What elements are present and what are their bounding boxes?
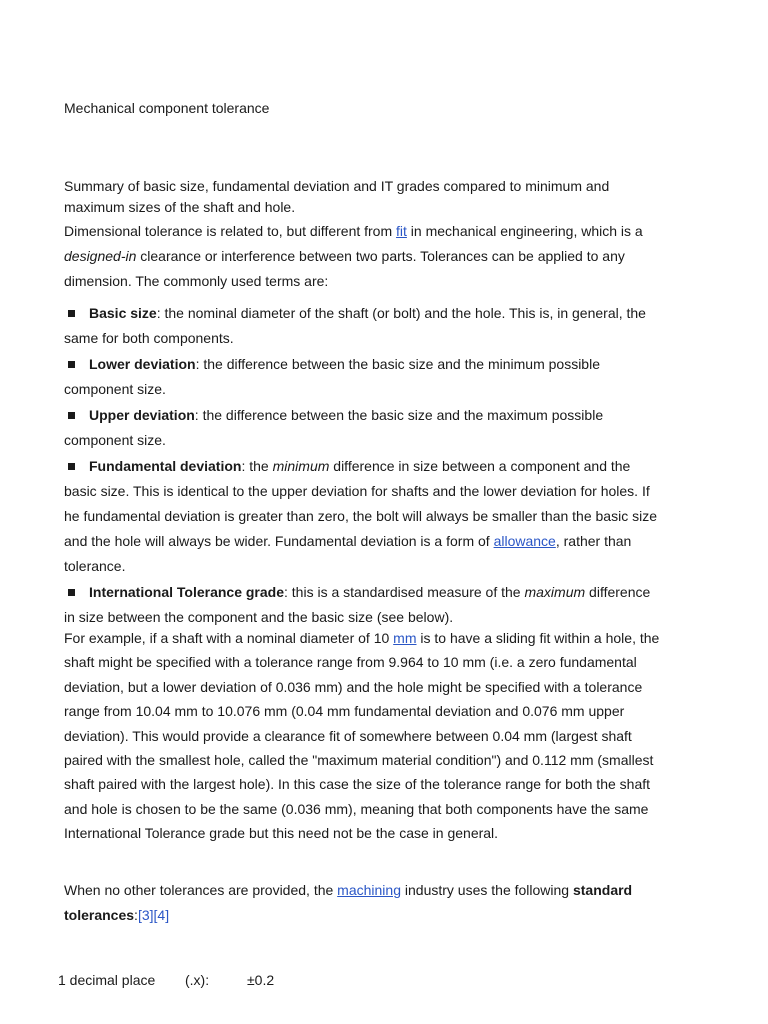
machining-link[interactable]: machining — [337, 882, 401, 898]
square-bullet-icon — [68, 589, 75, 596]
terms-list — [64, 301, 664, 631]
table-cell-value: ±0.2 — [247, 972, 275, 988]
list-item: Basic size: the nominal diameter of the shaft (or bolt) and the hole. This is, in general, the same for both components. — [64, 305, 646, 346]
document-title: Mechanical component tolerance — [64, 100, 270, 116]
square-bullet-icon — [68, 463, 75, 470]
intro-paragraph: Dimensional tolerance is related to, but different from fit in mechanical engineering, which is a designed-in clearance or interference between two parts. Tolerances can be applied to any dimension. The commonly used terms are: — [64, 223, 643, 289]
list-item: Upper deviation: the difference between the basic size and the maximum possible component size. — [64, 407, 604, 448]
table-cell-format: (.x): — [185, 972, 210, 988]
reference-link-4[interactable]: [4] — [153, 907, 170, 923]
list-item: Fundamental deviation: the minimum difference in size between a component and the basic size. This is identical to the upper deviation for shafts and the lower deviation for holes. If he fundamental deviation is greater than zero, the bolt will always be smaller than the basic size and the hole will always be wider. Fundamental deviation is a form of allowance, rather than tolerance. — [64, 458, 657, 574]
image-caption: Summary of basic size, fundamental deviation and IT grades compared to minimum and maximum sizes of the shaft and hole. — [64, 178, 610, 215]
term-label: International Tolerance grade — [89, 584, 285, 600]
square-bullet-icon — [68, 412, 75, 419]
list-item: Lower deviation: the difference between the basic size and the minimum possible component size. — [64, 356, 600, 397]
term-label: Upper deviation — [89, 407, 195, 423]
allowance-link[interactable]: allowance — [493, 533, 556, 549]
square-bullet-icon — [68, 310, 75, 317]
square-bullet-icon — [68, 361, 75, 368]
example-paragraph: For example, if a shaft with a nominal diameter of 10 mm is to have a sliding fit within a hole, the shaft might be specified with a tolerance range from 9.964 to 10 mm (i.e. a zero fundamental deviation, but a lower deviation of 0.036 mm) and the hole might be specified with a tolerance range from 10.04 mm to 10.076 mm (0.04 mm fundamental deviation and 0.076 mm upper deviation). This would provide a clearance fit of somewhere between 0.04 mm (largest shaft paired with the smallest hole, called the "maximum material condition") and 0.112 mm (smallest shaft paired with the largest hole). In this case the size of the tolerance range for both the shaft and hole is chosen to be the same (0.036 mm), meaning that both components have the same International Tolerance grade but this need not be the case in general. — [64, 630, 660, 842]
fit-link[interactable]: fit — [396, 223, 407, 239]
term-label: Lower deviation — [89, 356, 196, 372]
term-label: Basic size — [89, 305, 157, 321]
list-item: International Tolerance grade: this is a standardised measure of the maximum difference in size between the component and the basic size (see below). — [64, 584, 651, 625]
table-cell-label: 1 decimal place — [58, 972, 156, 988]
standard-tolerances-paragraph: When no other tolerances are provided, the machining industry uses the following standard tolerances:[3][4] — [64, 882, 633, 923]
term-label: Fundamental deviation — [89, 458, 242, 474]
mm-link[interactable]: mm — [393, 630, 417, 646]
reference-link-3[interactable]: [3] — [137, 907, 154, 923]
